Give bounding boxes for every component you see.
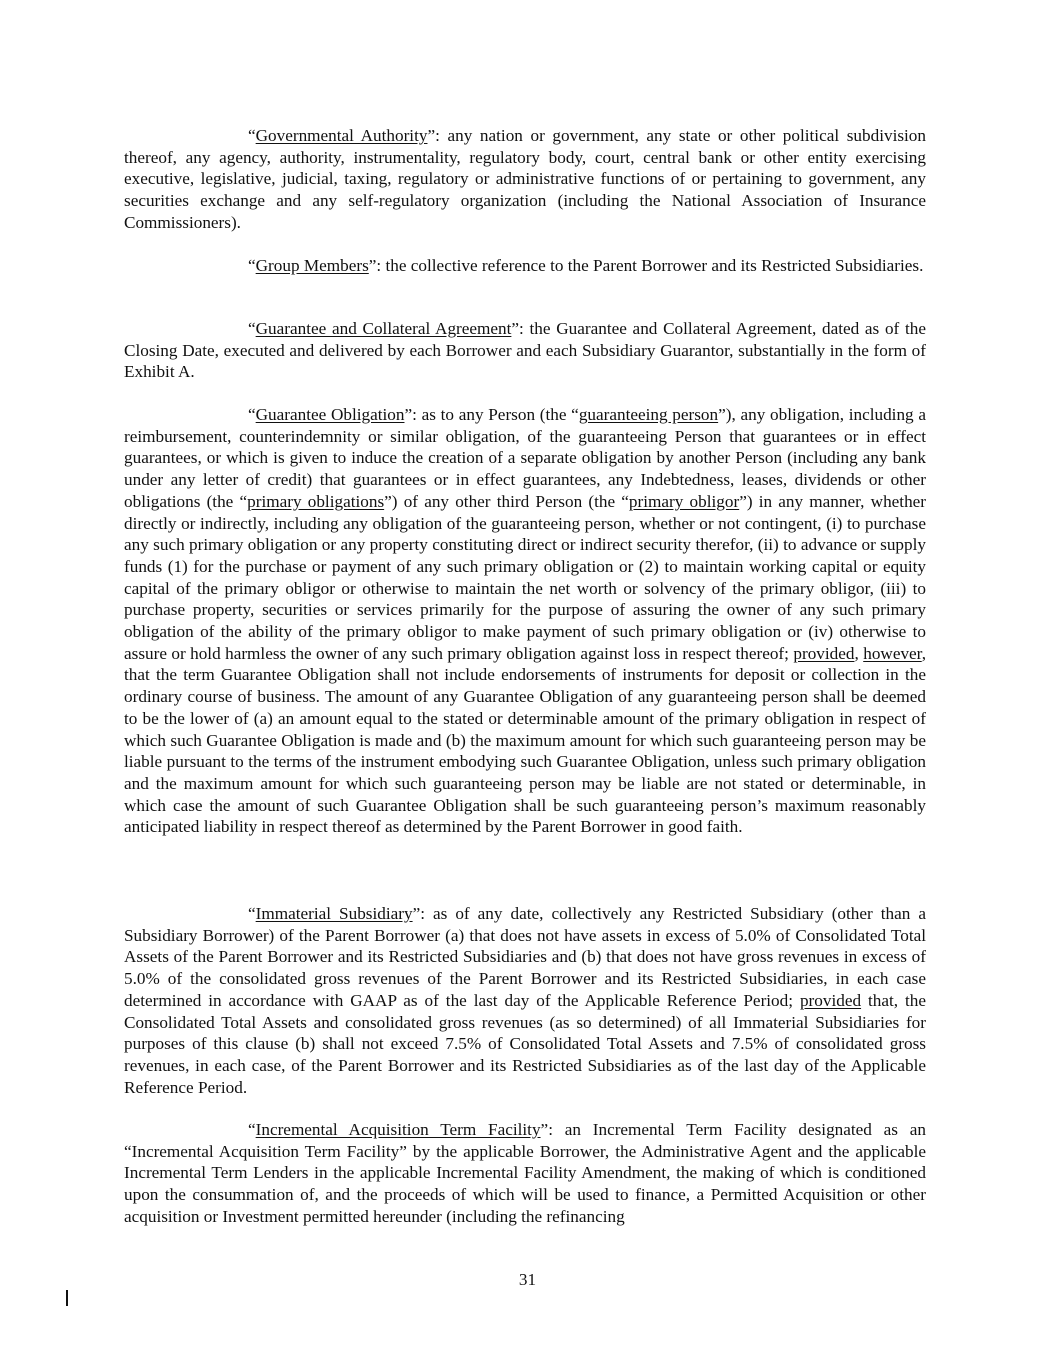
defined-term: Guarantee Obligation: [255, 405, 405, 424]
definition-governmental-authority: “Governmental Authority”: any nation or government, any state or other political subdivision thereof, any agency, authority, instrumentality, regulatory body, court, central bank or other entity exercising executive, legislative, judicial, taxing, regulatory or administrative functions of or pertaining to government, any securities exchange and any self-regulatory organization (including the National Association of Insurance Commissioners).: [124, 126, 926, 232]
definition-text: ”), any obligation, including a reimbursement, counterindemnity or similar obligation, of the guaranteeing Person that guarantees or in effect guarantees, or which is given to induce the creation of a separate obligation by another Person (including any bank under any letter of credit) that guarantees or in effect guarantees, any Indebtedness, leases, dividends or other obligations (the “: [124, 405, 926, 511]
defined-term: Incremental Acquisition Term Facility: [255, 1120, 541, 1139]
definition-text: that, the Consolidated Total Assets and consolidated gross revenues (as so determined) of all Immaterial Subsidiaries for purposes of this clause (b) shall not exceed 7.5% of Consolidated Total Assets and 7.5% of consolidated gross revenues, in each case, of the Parent Borrower and its Restricted Subsidiaries as of the last day of the Applicable Reference Period.: [124, 990, 926, 1097]
defined-term: Governmental Authority: [255, 126, 428, 145]
definition-text: : as of any date, collectively any Restricted Subsidiary (other than a Subsidiary Borrower) of the Parent Borrower (a) that does not have assets in excess of 5.0% of Consolidated Total Assets of the Parent Borrower and its Restricted Subsidiaries and (b) that does not have gross revenues in excess of 5.0% of the consolidated gross revenues of the Parent Borrower and its Restricted Subsidiaries, in each case determined in accordance with GAAP as of the last day of the Applicable Reference Period;: [124, 904, 926, 1010]
definition-incremental-acquisition-term-facility: “Incremental Acquisition Term Facility”: an Incremental Term Facility designated as an “Incremental Acquisition Term Facility” by the applicable Borrower, the Administrative Agent and the applicable Incremental Term Lenders in the applicable Incremental Facility Amendment, the making of which is conditioned upon the consummation of, and the proceeds of which will be used to finance, a Permitted Acquisition or other acquisition or Investment permitted hereunder (including the refinancing: [124, 1120, 927, 1226]
however-term: however: [863, 643, 922, 663]
defined-term: Group Members: [255, 256, 369, 275]
definition-text: : as to any Person (the “: [412, 405, 579, 424]
defined-term: Immaterial Subsidiary: [255, 904, 413, 923]
definition-text: , that the term Guarantee Obligation shall not include endorsements of instruments for deposit or collection in the ordinary course of business. The amount of any Guarantee Obligation of any guaranteeing person shall be deemed to be the lower of (a) an amount equal to the stated or determinable amount of the primary obligation in respect of which such Guarantee Obligation is made and (b) the maximum amount for which such guaranteeing person may be liable pursuant to the terms of the instrument embodying such Guarantee Obligation, unless such primary obligation and the maximum amount for which such guaranteeing person may be liable are not stated or determinable, in which case the amount of such Guarantee Obligation shall be such guaranteeing person’s maximum reasonably anticipated liability in respect thereof as determined by the Parent Borrower in good faith.: [124, 643, 927, 837]
defined-term-guaranteeing-person: guaranteeing person: [578, 405, 719, 424]
definition-text: : the collective reference to the Parent Borrower and its Restricted Subsidiaries.: [376, 256, 924, 275]
revision-margin-bar: [66, 1290, 68, 1306]
definition-group-members: “Group Members”: the collective reference to the Parent Borrower and its Restricted Subsidiaries.: [248, 256, 924, 275]
defined-term-primary-obligations: primary obligations: [247, 491, 385, 511]
definition-guarantee-obligation: “Guarantee Obligation”: as to any Person (the “guaranteeing person”), any obligation, including a reimbursement, counterindemnity or similar obligation, of the guaranteeing Person that guarantees or in effect guarantees, or which is given to induce the creation of a separate obligation by another Person (including any bank under any letter of credit) that guarantees or in effect guarantees, any Indebtedness, leases, dividends or other obligations (the “primary obligations”) of any other third Person (the “primary obligor”) in any manner, whether directly or indirectly, including any obligation of the guaranteeing person, whether or not contingent, (i) to purchase any such primary obligation or any property constituting direct or indirect security therefor, (ii) to advance or supply funds (1) for the purchase or payment of any such primary obligation or (2) to maintain working capital or equity capital of the primary obligor or otherwise to maintain the net worth or solvency of the primary obligor, (iii) to purchase property, securities or services primarily for the purpose of assuring the owner of any such primary obligation of the ability of the primary obligor to make payment of such primary obligation or (iv) otherwise to assure or hold harmless the owner of any such primary obligation against loss in respect thereof; provided, however, that the term Guarantee Obligation shall not include endorsements of instruments for deposit or collection in the ordinary course of business. The amount of any Guarantee Obligation of any guaranteeing person shall be deemed to be the lower of (a) an amount equal to the stated or determinable amount of the primary obligation in respect of which such Guarantee Obligation is made and (b) the maximum amount for which such guaranteeing person may be liable pursuant to the terms of the instrument embodying such Guarantee Obligation, unless such primary obligation and the maximum amount for which such guaranteeing person may be liable are not stated or determinable, in which case the amount of such Guarantee Obligation shall be such guaranteeing person’s maximum reasonably anticipated liability in respect thereof as determined by the Parent Borrower in good faith.: [124, 405, 927, 837]
definition-guarantee-and-collateral-agreement: “Guarantee and Collateral Agreement”: the Guarantee and Collateral Agreement, dated as of the Closing Date, executed and delivered by each Borrower and each Subsidiary Guarantor, substantially in the form of Exhibit A.: [124, 319, 926, 382]
definition-text: ,: [854, 643, 864, 663]
definition-text: ”) in any manner, whether directly or indirectly, including any obligation of the guaranteeing person, whether or not contingent, (i) to purchase any such primary obligation or any property constituting direct or indirect security therefor, (ii) to advance or supply funds (1) for the purchase or payment of any such primary obligation or (2) to maintain working capital or equity capital of the primary obligor or otherwise to maintain the net worth or solvency of the primary obligor, (iii) to purchase property, securities or services primarily for the purpose of assuring the owner of any such primary obligation of the ability of the primary obligor to make payment of such primary obligation or (iv) otherwise to assure or hold harmless the owner of any such primary obligation against loss in respect thereof;: [124, 491, 927, 663]
page-number: 31: [518, 1270, 537, 1289]
provided-term: provided: [799, 990, 862, 1010]
definition-text: : any nation or government, any state or other political subdivision thereof, any agency, authority, instrumentality, regulatory body, court, central bank or other entity exercising executive, legislative, judicial, taxing, regulatory or administrative functions of or pertaining to government, any securities exchange and any self-regulatory organization (including the National Association of Insurance Commissioners).: [124, 126, 926, 232]
definition-text: : an Incremental Term Facility designated as an “Incremental Acquisition Term Facility” by the applicable Borrower, the Administrative Agent and the applicable Incremental Term Lenders in the applicable Incremental Facility Amendment, the making of which is conditioned upon the consummation of, and the proceeds of which will be used to finance, a Permitted Acquisition or other acquisition or Investment permitted hereunder (including the refinancing: [124, 1120, 927, 1226]
definition-immaterial-subsidiary: “Immaterial Subsidiary”: as of any date, collectively any Restricted Subsidiary (other than a Subsidiary Borrower) of the Parent Borrower (a) that does not have assets in excess of 5.0% of Consolidated Total Assets of the Parent Borrower and its Restricted Subsidiaries and (b) that does not have gross revenues in excess of 5.0% of the consolidated gross revenues of the Parent Borrower and its Restricted Subsidiaries, in each case determined in accordance with GAAP as of the last day of the Applicable Reference Period; provided that, the Consolidated Total Assets and consolidated gross revenues (as so determined) of all Immaterial Subsidiaries for purposes of this clause (b) shall not exceed 7.5% of Consolidated Total Assets and 7.5% of consolidated gross revenues, in each case, of the Parent Borrower and its Restricted Subsidiaries as of the last day of the Applicable Reference Period.: [124, 904, 926, 1097]
defined-term: Guarantee and Collateral Agreement: [255, 319, 512, 338]
defined-term-primary-obligor: primary obligor: [628, 491, 740, 511]
definition-text: : the Guarantee and Collateral Agreement, dated as of the Closing Date, executed and delivered by each Borrower and each Subsidiary Guarantor, substantially in the form of Exhibit A.: [124, 319, 926, 382]
provided-term: provided: [793, 643, 855, 663]
definition-text: ”) of any other third Person (the “: [384, 491, 629, 511]
